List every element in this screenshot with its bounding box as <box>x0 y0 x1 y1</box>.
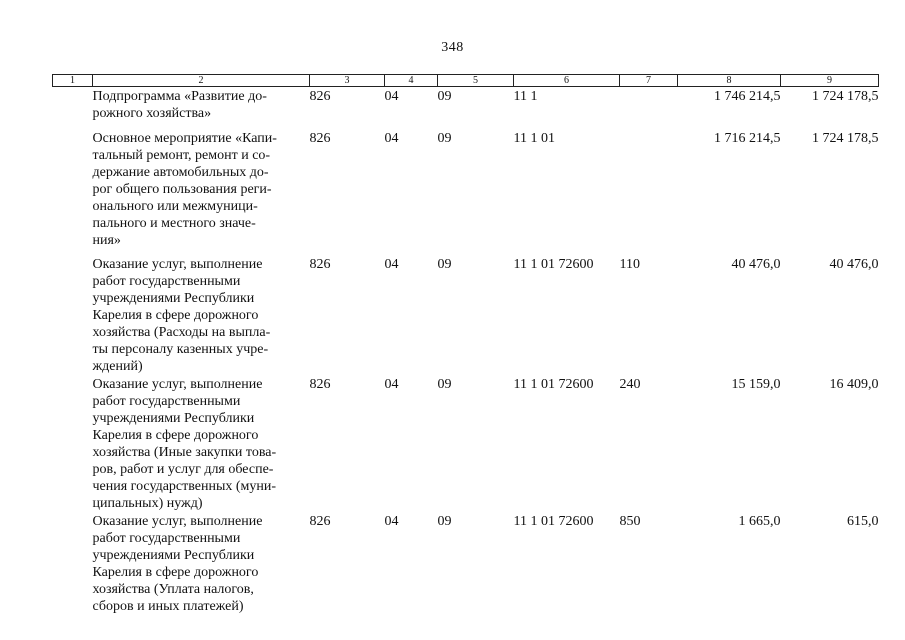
row-name-cell <box>93 375 310 512</box>
expense-type-cell <box>620 122 678 249</box>
row-name-line: ципальных) нужд) <box>92 496 203 511</box>
target-article-cell: 11 1 <box>513 89 538 104</box>
amount-year1-cell: 15 159,0 <box>731 377 781 392</box>
column-header: 4 <box>385 75 438 87</box>
table-row <box>53 375 879 512</box>
row-name-cell <box>93 87 310 123</box>
amount-year2-cell: 1 724 178,5 <box>812 131 879 146</box>
section-code-cell: 04 <box>384 131 399 146</box>
row-number-cell <box>53 122 93 249</box>
row-number-cell <box>53 512 93 615</box>
amount-year2-cell: 615,0 <box>847 514 879 529</box>
row-name-line: Карелия в сфере дорожного <box>92 308 259 323</box>
row-name-line: Оказание услуг, выполнение <box>92 257 263 272</box>
section-code-cell: 04 <box>384 89 399 104</box>
expense-type-cell: 110 <box>619 257 640 272</box>
ministry-code-cell: 826 <box>309 514 331 529</box>
row-name-line: ждений) <box>92 359 143 374</box>
row-name-line: хозяйства (Расходы на выпла- <box>92 325 271 340</box>
amount-year1-cell: 1 665,0 <box>738 514 781 529</box>
target-article-cell: 11 1 01 <box>513 131 555 146</box>
row-name-line: тальный ремонт, ремонт и со- <box>92 148 271 163</box>
target-article-cell: 11 1 01 72600 <box>513 514 594 529</box>
ministry-code-cell: 826 <box>309 131 331 146</box>
row-number-cell <box>53 87 93 123</box>
amount-year1-cell: 1 746 214,5 <box>714 89 781 104</box>
column-header: 8 <box>678 75 781 87</box>
expense-type-cell <box>620 87 678 123</box>
table-row <box>53 512 879 615</box>
row-number-cell <box>53 375 93 512</box>
section-code-cell: 04 <box>384 377 399 392</box>
table-row <box>53 87 879 123</box>
row-name-line: учреждениями Республики <box>92 291 255 306</box>
row-name-line: хозяйства (Иные закупки това- <box>92 445 277 460</box>
ministry-code-cell: 826 <box>309 377 331 392</box>
row-name-line: Подпрограмма «Развитие до- <box>92 89 267 104</box>
column-header: 7 <box>620 75 678 87</box>
row-name-line: хозяйства (Уплата налогов, <box>92 582 254 597</box>
subsection-code-cell: 09 <box>437 377 452 392</box>
row-name-line: держание автомобильных до- <box>92 165 269 180</box>
subsection-code-cell: 09 <box>437 257 452 272</box>
ministry-code-cell: 826 <box>309 257 331 272</box>
row-name-line: учреждениями Республики <box>92 548 255 563</box>
target-article-cell: 11 1 01 72600 <box>513 377 594 392</box>
table-row <box>53 249 879 375</box>
column-header: 6 <box>514 75 620 87</box>
subsection-code-cell: 09 <box>437 514 452 529</box>
column-header: 9 <box>781 75 879 87</box>
column-header: 5 <box>438 75 514 87</box>
row-name-line: Оказание услуг, выполнение <box>92 514 263 529</box>
row-name-line: Карелия в сфере дорожного <box>92 565 259 580</box>
row-name-line: чения государственных (муни- <box>92 479 277 494</box>
row-name-line: учреждениями Республики <box>92 411 255 426</box>
amount-year2-cell: 40 476,0 <box>829 257 879 272</box>
table-header-row <box>53 75 879 87</box>
row-name-line: пального и местного значе- <box>92 216 256 231</box>
row-name-line: ния» <box>92 233 121 248</box>
row-name-line: сборов и иных платежей) <box>92 599 244 614</box>
budget-table <box>52 74 879 615</box>
table-row <box>53 122 879 249</box>
amount-year1-cell: 40 476,0 <box>731 257 781 272</box>
amount-year1-cell: 1 716 214,5 <box>714 131 781 146</box>
row-name-line: онального или межмуници- <box>92 199 258 214</box>
row-name-line: работ государственными <box>92 531 241 546</box>
table-body <box>53 87 879 616</box>
row-name-line: ты персоналу казенных учре- <box>92 342 269 357</box>
row-name-line: Карелия в сфере дорожного <box>92 428 259 443</box>
target-article-cell: 11 1 01 72600 <box>513 257 594 272</box>
column-header: 2 <box>93 75 310 87</box>
subsection-code-cell: 09 <box>437 89 452 104</box>
row-name-cell <box>93 249 310 375</box>
row-number-cell <box>53 249 93 375</box>
row-name-cell <box>93 122 310 249</box>
row-name-line: работ государственными <box>92 274 241 289</box>
row-name-line: Основное мероприятие «Капи- <box>92 131 277 146</box>
amount-year2-cell: 1 724 178,5 <box>812 89 879 104</box>
page-number: 348 <box>441 40 464 55</box>
section-code-cell: 04 <box>384 514 399 529</box>
row-name-cell <box>93 512 310 615</box>
expense-type-cell: 240 <box>619 377 641 392</box>
row-name-line: рог общего пользования реги- <box>92 182 272 197</box>
column-header: 3 <box>310 75 385 87</box>
row-name-line: Оказание услуг, выполнение <box>92 377 263 392</box>
row-name-line: ров, работ и услуг для обеспе- <box>92 462 274 477</box>
section-code-cell: 04 <box>384 257 399 272</box>
subsection-code-cell: 09 <box>437 131 452 146</box>
amount-year2-cell: 16 409,0 <box>829 377 879 392</box>
column-header: 1 <box>53 75 93 87</box>
row-name-line: работ государственными <box>92 394 241 409</box>
row-name-line: рожного хозяйства» <box>92 106 212 121</box>
ministry-code-cell: 826 <box>309 89 331 104</box>
expense-type-cell: 850 <box>619 514 641 529</box>
